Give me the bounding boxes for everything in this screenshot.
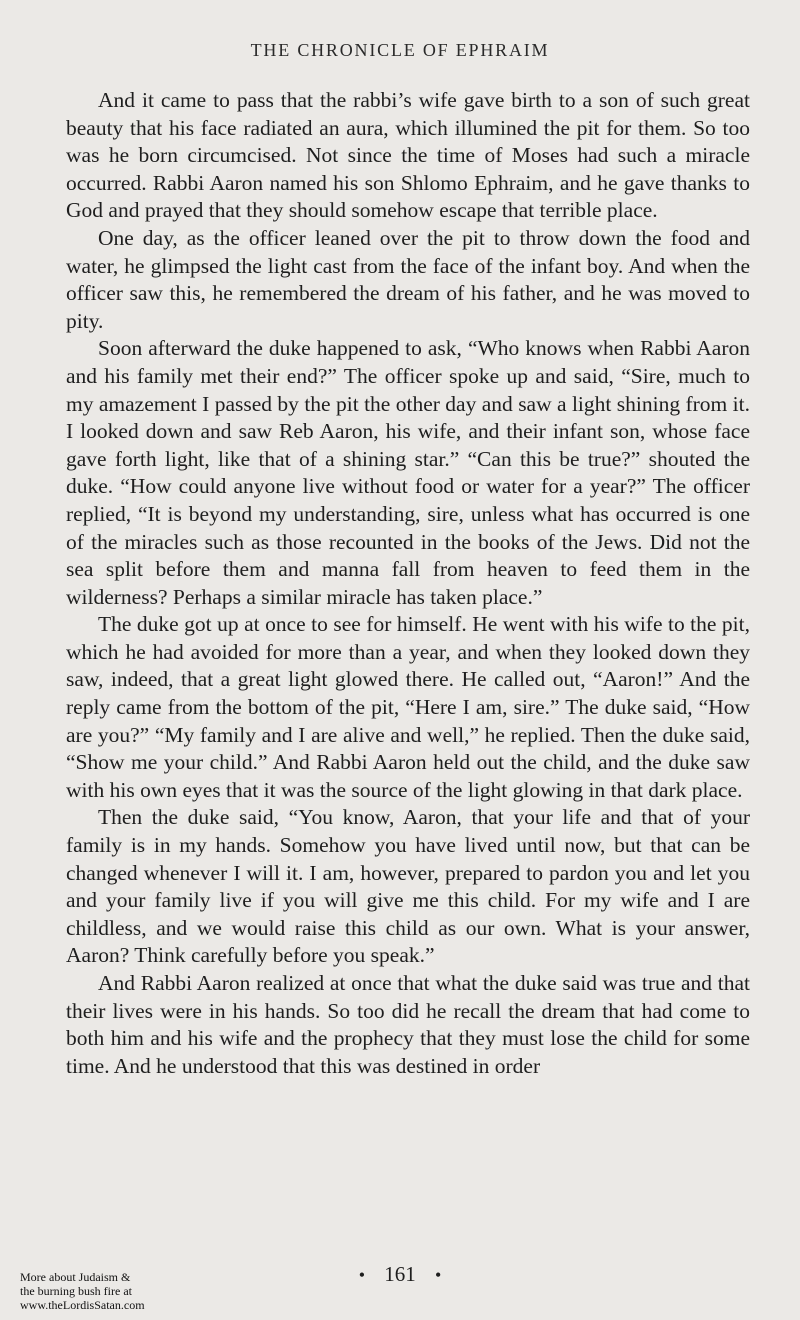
credit-line-3: www.theLordisSatan.com — [20, 1298, 145, 1312]
folio-bullet-right: • — [435, 1265, 442, 1285]
paragraph-1: And it came to pass that the rabbi’s wife gave birth to a son of such great beauty that his face radiated an aura, which illumined the pit for them. So too was he born circumcised. Not since the time of Moses had such a miracle occurred. Rabbi Aaron named his son Shlomo Ephraim, and he gave thanks to God and prayed that they should somehow escape that terrible place. — [66, 88, 750, 223]
paragraph-4: The duke got up at once to see for himself. He went with his wife to the pit, which he had avoided for more than a year, and when they looked down they saw, indeed, that a great light glowed there. He called out, “Aaron!” And the reply came from the bottom of the pit, “Here I am, sire.” The duke said, “How are you?” “My family and I are alive and well,” he replied. Then the duke said, “Show me your child.” And Rabbi Aaron held out the child, and the duke saw with his own eyes that it was the source of the light glowing in that dark place. — [66, 612, 750, 802]
paragraph-5: Then the duke said, “You know, Aaron, that your life and that of your family is in my hands. Somehow you have lived until now, but that can be changed whenever I will it. I am, however, prepared to pardon you and let you and your family live if you will give me this child. For my wife and I are childless, and we would raise this child as our own. What is your answer, Aaron? Think carefully before you speak.” — [66, 805, 750, 968]
source-credit — [20, 1270, 200, 1312]
credit-line-1: More about Judaism & — [20, 1270, 131, 1284]
paragraph-2: One day, as the officer leaned over the pit to throw down the food and water, he glimpsed the light cast from the face of the infant boy. And when the officer saw this, he remembered the dream of his father, and he was moved to pity. — [66, 225, 750, 333]
credit-line-2: the burning bush fire at — [20, 1284, 132, 1298]
paragraph-6: And Rabbi Aaron realized at once that what the duke said was true and that their lives were in his hands. So too did he recall the dream that had come to both him and his wife and the prophecy that they must lose the child for some time. And he understood that this was destined in order — [66, 971, 750, 1078]
page-number: 161 — [384, 1262, 416, 1286]
running-head: THE CHRONICLE OF EPHRAIM — [250, 40, 550, 60]
paragraph-3: Soon afterward the duke happened to ask, “Who knows when Rabbi Aaron and his family met their end?” The officer spoke up and said, “Sire, much to my amazement I passed by the pit the other day and saw a light shining from it. I looked down and saw Reb Aaron, his wife, and their infant son, whose face gave forth light, like that of a shining star.” “Can this be true?” shouted the duke. “How could anyone live without food or water for a year?” The officer replied, “It is beyond my understanding, sire, unless what has occurred is one of the miracles such as those recounted in the books of the Jews. Did not the sea split before them and manna fall from heaven to feed them in the wilderness? Perhaps a similar miracle has taken place.” — [66, 336, 750, 609]
body-text — [66, 87, 750, 1080]
folio-bullet-left: • — [358, 1265, 365, 1285]
